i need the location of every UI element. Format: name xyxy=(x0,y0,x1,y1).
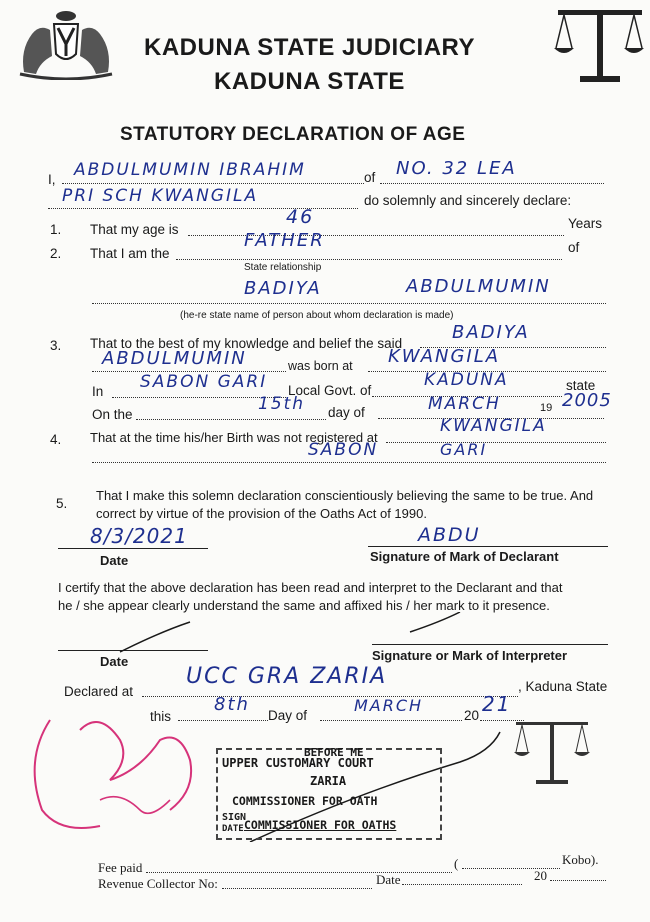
declarant-name-value: ABDULMUMIN IBRAHIM xyxy=(74,160,306,180)
kobo-label: Kobo). xyxy=(562,852,599,867)
declarant-date-value: 8/3/2021 xyxy=(90,524,188,548)
person-last-name: ABDULMUMIN xyxy=(406,276,551,297)
declared-day-of-label: Day of xyxy=(268,708,308,723)
kaduna-state-label: , Kaduna State xyxy=(518,679,608,694)
state-label: state xyxy=(566,378,596,393)
person-name-line xyxy=(92,303,606,304)
registered-value-2: SABON xyxy=(308,440,379,460)
footer-date-line xyxy=(402,884,522,885)
born-label: was born at xyxy=(288,359,353,373)
month-value: MARCH xyxy=(428,394,501,414)
declare-text: do solemnly and sincerely declare: xyxy=(364,193,572,208)
item5-text-line2: correct by virtue of the provision of the Oaths Act of 1990. xyxy=(96,506,427,521)
declarant-signature-line xyxy=(368,546,608,547)
in-label: In xyxy=(92,384,104,399)
declarant-date-line xyxy=(58,548,208,549)
interpreter-date-label: Date xyxy=(100,654,129,669)
fee-paid-label: Fee paid xyxy=(98,860,143,875)
stamp-commissioner-for-oaths: COMMISSIONER FOR OATHS xyxy=(244,818,397,832)
stamp-commissioner-line: COMMISSIONER FOR OATH xyxy=(232,794,378,808)
item2-text: That I am the xyxy=(90,246,170,261)
i-label: I, xyxy=(48,172,56,187)
registered-value-3: GARI xyxy=(440,440,488,459)
item3-text: That to the best of my knowledge and belief the said xyxy=(90,336,403,351)
declarant-signature-label: Signature of Mark of Declarant xyxy=(370,549,559,564)
in-value: SABON GARI xyxy=(140,372,268,392)
item3-number: 3. xyxy=(50,338,62,353)
of-label: of xyxy=(364,170,376,185)
declarant-date-label: Date xyxy=(100,553,129,568)
form-title: STATUTORY DECLARATION OF AGE xyxy=(120,124,466,145)
coat-of-arms-emblem xyxy=(10,10,122,80)
person-name-caption: (he-re state name of person about whom declaration is made) xyxy=(180,310,454,321)
stamp-zaria: ZARIA xyxy=(310,774,347,788)
address-value-2: PRI SCH KWANGILA xyxy=(62,186,259,206)
item5-text-line1: That I make this solemn declaration conscientiously believing the same to be true. And xyxy=(96,488,594,503)
this-label: this xyxy=(150,709,172,724)
declarant-name-line xyxy=(62,183,364,184)
certify-line2: he / she appear clearly understand the same and affixed his / her mark to it presence. xyxy=(58,598,550,613)
item2-number: 2. xyxy=(50,246,62,261)
relationship-line xyxy=(176,259,562,260)
item2-of-label: of xyxy=(568,240,580,255)
relationship-caption: State relationship xyxy=(244,262,322,273)
stamp-before-me: BEFORE ME xyxy=(304,746,364,759)
birth-year-value: 2005 xyxy=(562,390,612,411)
court-stamp xyxy=(216,748,442,840)
certify-line1: I certify that the above declaration has been read and interpret to the Declarant and that xyxy=(58,580,563,595)
registered-line xyxy=(386,442,606,443)
item1-number: 1. xyxy=(50,222,62,237)
item4-number: 4. xyxy=(50,432,62,447)
interpreter-signature-label: Signature or Mark of Interpreter xyxy=(372,648,568,663)
day-value: 15th xyxy=(258,394,306,414)
declared-at-label: Declared at xyxy=(64,684,134,699)
fee-open-paren: ( xyxy=(454,856,459,871)
footer-year-prefix: 20 xyxy=(534,868,547,883)
item4-text: That at the time his/her Birth was not registered at xyxy=(90,430,378,445)
declared-year-value: 21 xyxy=(482,692,512,716)
scales-of-justice-icon xyxy=(554,6,646,86)
state-title: KADUNA STATE xyxy=(214,68,405,95)
item3-name-first: BADIYA xyxy=(452,322,530,343)
registered-line-2 xyxy=(92,462,606,463)
item3-name-last: ABDULMUMIN xyxy=(102,348,247,369)
years-label: Years xyxy=(568,216,603,231)
fee-paid-line xyxy=(146,872,452,873)
registered-value-1: KWANGILA xyxy=(440,416,547,436)
lga-label: Local Govt. of xyxy=(288,383,372,398)
stamp-sign-label: SIGN xyxy=(222,812,247,823)
declared-month-value: MARCH xyxy=(354,696,424,715)
declared-at-value: UCC GRA ZARIA xyxy=(186,664,388,689)
stamp-court-name: UPPER CUSTOMARY COURT xyxy=(222,756,374,770)
footer-date-label: Date xyxy=(376,872,401,887)
declared-year-prefix: 20 xyxy=(464,708,480,723)
day-line xyxy=(136,419,326,420)
footer-year-line xyxy=(550,880,606,881)
item5-number: 5. xyxy=(56,496,68,511)
born-place-value: KWANGILA xyxy=(388,346,501,367)
age-value: 46 xyxy=(286,206,315,228)
address-line-1 xyxy=(380,183,604,184)
on-label: On the xyxy=(92,407,133,422)
address-value-1: NO. 32 LEA xyxy=(396,158,517,179)
revenue-collector-label: Revenue Collector No: xyxy=(98,876,218,891)
year-prefix-19: 19 xyxy=(540,402,553,414)
day-of-label: day of xyxy=(328,405,365,420)
lga-value: KADUNA xyxy=(424,370,509,390)
small-scales-icon xyxy=(512,718,592,788)
item1-text: That my age is xyxy=(90,222,179,237)
person-first-name: BADIYA xyxy=(244,278,322,299)
stamp-date-label: DATE xyxy=(222,824,244,834)
declarant-signature-value: ABDU xyxy=(418,524,481,546)
revenue-collector-line xyxy=(222,888,372,889)
declared-day-value: 8th xyxy=(214,694,250,715)
relationship-value: FATHER xyxy=(244,230,325,251)
judiciary-title: KADUNA STATE JUDICIARY xyxy=(144,34,476,61)
